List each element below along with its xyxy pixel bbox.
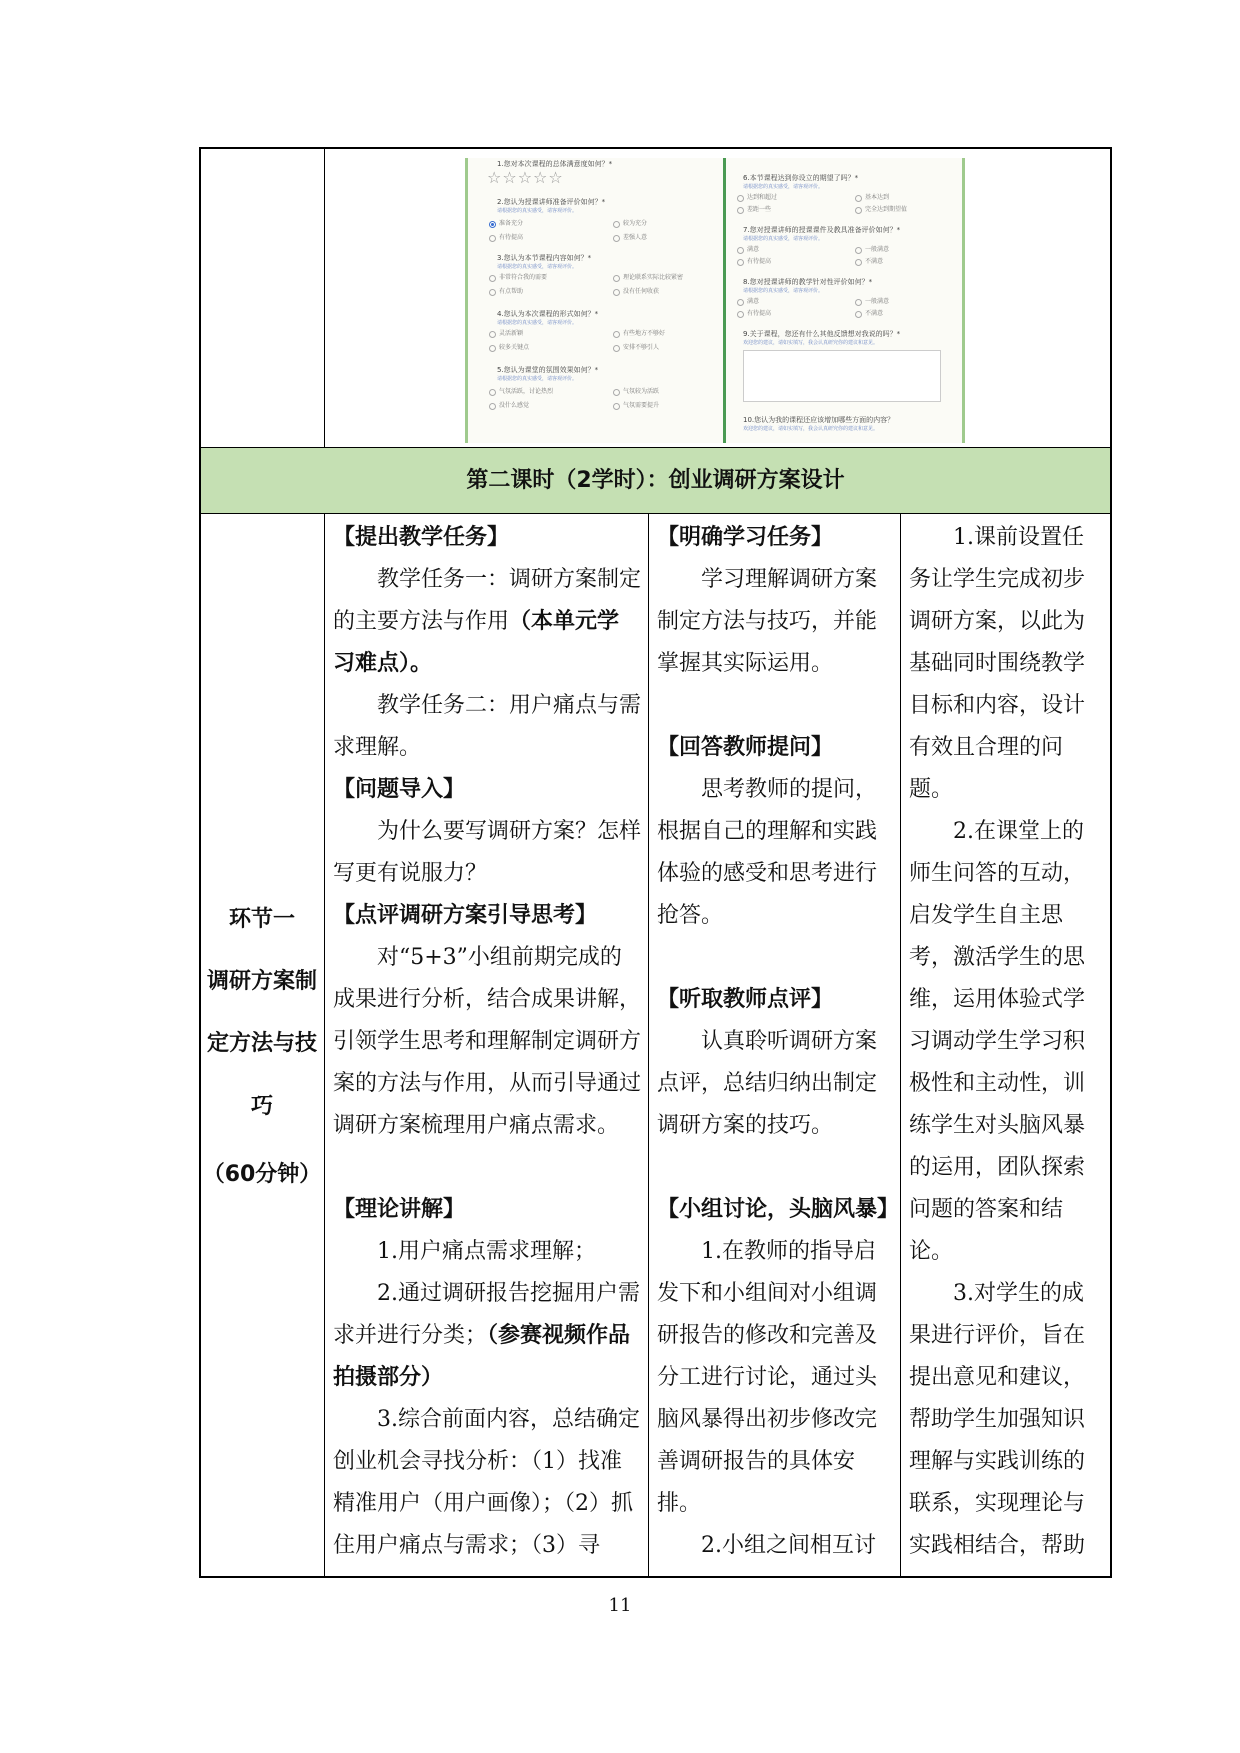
survey-option[interactable]: 满意 <box>737 246 759 254</box>
survey-option[interactable]: 完全达到期望值 <box>855 206 907 214</box>
survey-option[interactable]: 有待提高 <box>737 258 771 266</box>
survey-question: 9.关于课程，您还有什么其他反馈想对我说的吗？* <box>743 330 901 338</box>
spacer <box>333 1147 641 1189</box>
student-paragraph: 思考教师的提问，根据自己的理解和实践体验的感受和思考进行抢答。 <box>657 777 878 928</box>
page-number: 11 <box>608 1595 632 1616</box>
survey-hint: 请根据您的真实感受，请客观评价。 <box>497 264 578 270</box>
section-title: 第二课时（2学时）：创业调研方案设计 <box>466 468 845 493</box>
survey-hint: 请根据您的真实感受，请客观评价。 <box>743 236 824 242</box>
student-paragraph: 1.在教师的指导启发下和小组间对小组调研报告的修改和完善及分工进行讨论，通过头脑风暴得出初步修改完善调研报告的具体安排。 <box>657 1239 878 1516</box>
screenshot-divider <box>723 158 726 443</box>
survey-option[interactable]: 达到和超过 <box>737 194 777 202</box>
teacher-heading: 【理论讲解】 <box>333 1197 466 1222</box>
survey-hint: 请根据您的真实感受，请客观评价。 <box>743 184 824 190</box>
teacher-task-1: 教学任务一：调研方案制定的主要方法与作用 <box>333 567 642 634</box>
survey-question: 5.您认为课堂的氛围效果如何？* <box>497 366 599 374</box>
survey-question: 10.您认为我的课程还应该增加哪些方面的内容？ <box>743 416 895 424</box>
student-activities <box>657 517 900 1567</box>
survey-option[interactable]: 气氛活跃，讨论热烈 <box>489 388 553 396</box>
student-heading: 【回答教师提问】 <box>657 735 834 760</box>
survey-question: 8.您对授课讲师的教学针对性评价如何？* <box>743 278 873 286</box>
teacher-paragraph <box>333 1273 641 1399</box>
student-paragraph: 认真聆听调研方案点评，总结归纳出制定调研方案的技巧。 <box>657 1029 878 1138</box>
survey-option[interactable]: 基本达到 <box>855 194 889 202</box>
stage-duration: （60分钟） <box>202 1162 322 1187</box>
survey-option[interactable]: 不满意 <box>855 310 883 318</box>
spacer <box>657 685 893 727</box>
stage-label-line2: 调研方案制 <box>206 969 317 994</box>
stage-label-line4: 巧 <box>250 1094 273 1119</box>
design-paragraph: 3.对学生的成果进行评价，旨在提出意见和建议，帮助学生加强知识理解与实践训练的联系，实现理论与实践相结合，帮助 <box>909 1281 1086 1558</box>
survey-option[interactable]: 较为充分 <box>613 220 647 228</box>
table-border-left <box>199 147 201 1578</box>
teacher-task-1-note: （本单元学习难点）。 <box>333 609 620 676</box>
column-divider <box>900 513 901 1577</box>
teacher-paragraph: 对“5+3”小组前期完成的成果进行分析，结合成果讲解，引领学生思考和理解制定调研方案的方法与作用，从而引导通过调研方案梳理用户痛点需求。 <box>333 945 642 1138</box>
survey-option[interactable]: 差距一些 <box>737 206 771 214</box>
survey-question: 4.您认为本次课程的形式如何？* <box>497 310 599 318</box>
star-rating[interactable]: ☆☆☆☆☆ <box>487 168 564 187</box>
teacher-paragraph: 教学任务二：用户痛点与需求理解。 <box>333 693 642 760</box>
survey-option[interactable]: 较多关键点 <box>489 344 529 352</box>
spacer <box>657 1147 893 1189</box>
teacher-paragraph: 3.综合前面内容，总结确定创业机会寻找分析：（1）找准精准用户（用户画像）；（2）抓住用户痛点与需求；（3）寻 <box>333 1407 640 1558</box>
survey-option[interactable]: 准备充分 <box>489 220 523 228</box>
student-paragraph: 2.小组之间相互讨 <box>701 1533 876 1558</box>
survey-option[interactable]: 理论联系实际比较紧密 <box>613 274 683 282</box>
survey-option[interactable]: 不满意 <box>855 258 883 266</box>
student-heading: 【明确学习任务】 <box>657 525 834 550</box>
screenshot-edge <box>465 158 468 443</box>
survey-option[interactable]: 一般满意 <box>855 298 889 306</box>
stage-label-line1: 环节一 <box>228 907 295 932</box>
survey-question: 1.您对本次课程的总体满意度如何？* <box>497 160 613 168</box>
survey-option[interactable]: 安排不够引人 <box>613 344 659 352</box>
survey-option[interactable]: 一般满意 <box>855 246 889 254</box>
survey-option[interactable]: 气氛较为活跃 <box>613 388 659 396</box>
teacher-activities <box>333 517 641 1567</box>
teacher-heading: 【问题导入】 <box>333 777 466 802</box>
survey-option[interactable]: 气氛需要提升 <box>613 402 659 410</box>
survey-question: 2.您认为授课讲师准备评价如何？* <box>497 198 606 206</box>
survey-question: 3.您认为本节课程内容如何？* <box>497 254 592 262</box>
column-divider <box>324 147 325 447</box>
survey-question: 7.您对授课讲师的授课课件及教具准备评价如何？* <box>743 226 901 234</box>
teacher-paragraph <box>333 559 641 685</box>
student-paragraph: 学习理解调研方案制定方法与技巧，并能掌握其实际运用。 <box>657 567 878 676</box>
column-divider <box>648 513 649 1577</box>
survey-hint: 请根据您的真实感受，请客观评价。 <box>497 376 578 382</box>
survey-option[interactable]: 有点帮助 <box>489 288 523 296</box>
survey-option[interactable]: 灵活新颖 <box>489 330 523 338</box>
survey-option[interactable]: 非常符合我的需要 <box>489 274 547 282</box>
column-divider <box>324 513 325 1577</box>
survey-screenshot <box>465 158 965 443</box>
teacher-point-2-note: （参赛视频作品拍摄部分） <box>333 1323 631 1390</box>
survey-option[interactable]: 有些地方不够好 <box>613 330 665 338</box>
survey-hint: 欢迎您的建议，请如实填写，我会认真研究你的建议和意见。 <box>743 340 879 346</box>
survey-hint: 欢迎您的建议，请如实填写，我会认真研究你的建议和意见。 <box>743 426 879 432</box>
student-heading: 【小组讨论，头脑风暴】 <box>657 1197 900 1222</box>
survey-option[interactable]: 没有任何收获 <box>613 288 659 296</box>
screenshot-edge <box>962 158 965 443</box>
design-intent <box>909 517 1103 1567</box>
table-border-bottom <box>199 1576 1112 1578</box>
spacer <box>657 937 893 979</box>
teacher-heading: 【点评调研方案引导思考】 <box>333 903 598 928</box>
teacher-heading: 【提出教学任务】 <box>333 525 510 550</box>
teacher-paragraph: 1.用户痛点需求理解； <box>377 1239 596 1264</box>
teacher-point-2: 2.通过调研报告挖掘用户需求并进行分类； <box>333 1281 640 1348</box>
survey-option[interactable]: 有待提高 <box>737 310 771 318</box>
survey-option[interactable]: 没什么感觉 <box>489 402 529 410</box>
survey-hint: 请根据您的真实感受，请客观评价。 <box>497 320 578 326</box>
feedback-textarea[interactable] <box>743 350 941 402</box>
survey-option[interactable]: 差强人意 <box>613 234 647 242</box>
survey-option[interactable]: 满意 <box>737 298 759 306</box>
survey-question: 6.本节课程达到你设立的期望了吗？* <box>743 174 859 182</box>
survey-option[interactable]: 有待提高 <box>489 234 523 242</box>
survey-hint: 请根据您的真实感受，请客观评价。 <box>497 208 578 214</box>
table-border-right <box>1110 147 1112 1578</box>
survey-hint: 请根据您的真实感受，请客观评价。 <box>743 288 824 294</box>
table-border-top <box>199 147 1112 149</box>
design-paragraph: 2.在课堂上的师生问答的互动，启发学生自主思考，激活学生的思维，运用体验式学习调动学生学习积极性和主动性，训练学生对头脑风暴的运用，团队探索问题的答案和结论。 <box>909 819 1086 1264</box>
stage-label-line3: 定方法与技 <box>206 1031 317 1056</box>
teacher-paragraph: 为什么要写调研方案？怎样写更有说服力？ <box>333 819 642 886</box>
design-paragraph: 1.课前设置任务让学生完成初步调研方案，以此为基础同时围绕教学目标和内容，设计有效且合理的问题。 <box>909 525 1086 802</box>
student-heading: 【听取教师点评】 <box>657 987 834 1012</box>
